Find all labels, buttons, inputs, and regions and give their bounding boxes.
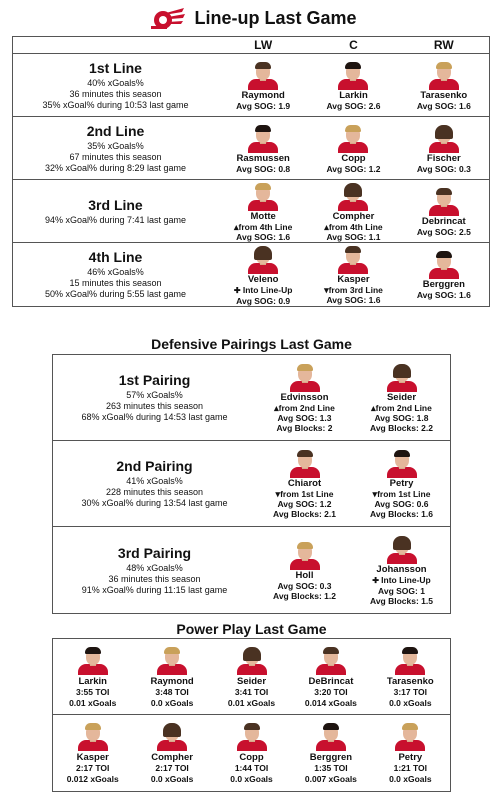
player-headshot-icon [78, 645, 108, 675]
player-card [399, 54, 489, 116]
player-headshot-icon [248, 181, 278, 211]
player-name: Tarasenko [386, 675, 434, 687]
player-name: Copp [341, 152, 366, 164]
player-toi: 1:35 TOI [314, 763, 348, 773]
player-name: Petry [398, 752, 423, 763]
line-name: 3rd Line [88, 196, 143, 213]
player-sog: Avg SOG: 1.6 [326, 295, 381, 305]
player-card [218, 117, 308, 179]
player-headshot-icon [429, 249, 459, 279]
player-headshot-icon [248, 60, 278, 90]
pair-stat: 91% xGoal% during 11:15 last game [81, 584, 228, 595]
forward-lines-table [12, 36, 490, 307]
player-card [212, 715, 291, 791]
player-name: Compher [332, 210, 375, 222]
player-headshot-icon [338, 123, 368, 153]
line-info [13, 243, 218, 306]
pair-stat: 263 minutes this season [105, 401, 204, 411]
player-sog: Avg SOG: 2.5 [416, 226, 471, 237]
player-headshot-icon [316, 645, 346, 675]
player-name: Veleno [247, 273, 279, 285]
player-toi: 2:17 TOI [155, 763, 189, 773]
player-card [256, 355, 353, 440]
player-card [399, 243, 489, 306]
player-name: DeBrincat [308, 675, 354, 687]
player-blocks: Avg Blocks: 2.1 [273, 509, 336, 519]
player-sog: Avg SOG: 0.8 [236, 163, 291, 174]
line-stat: 15 minutes this season [69, 278, 162, 288]
player-name: Johansson [376, 564, 427, 575]
player-toi: 2:17 TOI [76, 763, 110, 773]
pair-stat: 57% xGoals% [126, 390, 183, 400]
player-headshot-icon [429, 60, 459, 90]
player-name: Larkin [339, 89, 368, 101]
player-name: Berggren [309, 752, 353, 763]
player-sog: Avg SOG: 1.1 [326, 231, 381, 242]
player-headshot-icon [387, 362, 417, 392]
line-change: ▾ from 3rd Line [324, 285, 383, 295]
player-xgoals: 0.012 xGoals [66, 774, 119, 784]
line-change: ▴ from 4th Line [234, 222, 292, 232]
pair-info [53, 355, 256, 440]
player-card [353, 527, 450, 613]
pair-stat: 68% xGoal% during 14:53 last game [81, 412, 228, 422]
player-card [218, 54, 308, 116]
player-sog: Avg SOG: 0.6 [374, 499, 429, 509]
player-headshot-icon [290, 448, 320, 478]
player-card [308, 180, 398, 242]
player-name: Berggren [422, 279, 465, 290]
player-name: Larkin [78, 675, 107, 687]
player-name: Raymond [241, 89, 285, 101]
player-headshot-icon [338, 244, 368, 274]
pair-stat: 228 minutes this season [105, 487, 204, 497]
player-card [308, 117, 398, 179]
player-name: Kasper [76, 752, 109, 763]
player-sog: Avg SOG: 1.2 [277, 499, 332, 509]
player-headshot-icon [395, 645, 425, 675]
player-name: Holl [295, 569, 314, 581]
player-name: Rasmussen [236, 152, 290, 164]
defense-title: Defensive Pairings Last Game [151, 336, 352, 352]
player-toi: 3:55 TOI [76, 686, 110, 697]
line-info [13, 54, 218, 116]
player-card [212, 639, 291, 714]
defense-pair-row [53, 441, 450, 527]
player-headshot-icon [290, 540, 320, 570]
player-blocks: Avg Blocks: 2 [276, 423, 333, 433]
player-name: Petry [389, 478, 414, 489]
player-xgoals: 0.0 xGoals [230, 774, 273, 784]
line-stat: 67 minutes this season [69, 151, 162, 162]
line-change: ▴ from 2nd Line [371, 403, 432, 413]
player-name: Edvinsson [280, 392, 329, 403]
player-card [399, 117, 489, 179]
pair-stat: 36 minutes this season [108, 573, 201, 584]
line-info [13, 180, 218, 242]
pair-info [53, 441, 256, 526]
forward-line-row [13, 180, 489, 243]
player-headshot-icon [395, 721, 425, 751]
player-headshot-icon [78, 721, 108, 751]
line-change: ✚ Into Line-Up [372, 575, 431, 586]
line-stat: 32% xGoal% during 8:29 last game [44, 162, 187, 173]
player-card [291, 639, 370, 714]
player-sog: Avg SOG: 1.8 [374, 413, 429, 423]
col-rw: RW [433, 38, 454, 52]
red-wings-logo-icon [146, 5, 186, 31]
line-stat: 94% xGoal% during 7:41 last game [44, 214, 187, 225]
player-card [132, 715, 211, 791]
player-name: Compher [151, 752, 193, 763]
player-card [353, 441, 450, 526]
player-sog: Avg SOG: 0.3 [277, 580, 332, 591]
player-headshot-icon [237, 645, 267, 675]
player-card [256, 441, 353, 526]
line-change: ▾ from 1st Line [276, 489, 334, 499]
pair-stat: 30% xGoal% during 13:54 last game [81, 498, 228, 508]
player-card [218, 180, 308, 242]
player-toi: 3:17 TOI [393, 686, 428, 697]
player-toi: 3:41 TOI [234, 686, 269, 697]
line-stat: 35% xGoal% during 10:53 last game [42, 99, 189, 110]
player-headshot-icon [157, 645, 187, 675]
player-xgoals: 0.0 xGoals [150, 774, 194, 784]
pair-name: 2nd Pairing [116, 458, 193, 474]
line-name: 1st Line [89, 59, 142, 76]
player-card [53, 639, 132, 714]
player-name: Tarasenko [420, 89, 468, 101]
pair-stat: 48% xGoals% [126, 562, 183, 573]
player-sog: Avg SOG: 1.6 [416, 100, 471, 111]
player-xgoals: 0.0 xGoals [150, 697, 194, 708]
player-headshot-icon [338, 181, 368, 211]
player-sog: Avg SOG: 1.2 [326, 163, 381, 174]
player-xgoals: 0.014 xGoals [304, 697, 357, 708]
power-play-title: Power Play Last Game [176, 621, 327, 637]
player-name: Chiarot [287, 478, 322, 489]
power-play-row [53, 639, 450, 715]
player-blocks: Avg Blocks: 1.2 [273, 590, 336, 601]
player-name: Seider [236, 675, 267, 687]
player-toi: 1:21 TOI [393, 763, 428, 773]
player-headshot-icon [338, 60, 368, 90]
player-card [371, 639, 450, 714]
power-play-row [53, 715, 450, 791]
player-sog: Avg SOG: 1.6 [416, 290, 471, 300]
player-headshot-icon [157, 721, 187, 751]
player-card [308, 243, 398, 306]
player-headshot-icon [387, 534, 417, 564]
power-play-table [52, 638, 451, 792]
player-sog: Avg SOG: 1.6 [236, 231, 291, 242]
player-name: Copp [239, 752, 264, 763]
player-xgoals: 0.007 xGoals [304, 774, 357, 784]
player-name: Motte [250, 210, 276, 222]
pair-info [53, 527, 256, 613]
player-xgoals: 0.01 xGoals [69, 697, 117, 708]
line-stat: 50% xGoal% during 5:55 last game [44, 289, 187, 299]
line-stat: 46% xGoals% [87, 267, 144, 277]
player-name: Kasper [337, 274, 370, 285]
line-name: 2nd Line [86, 122, 145, 139]
player-sog: Avg SOG: 1 [378, 586, 425, 596]
player-blocks: Avg Blocks: 1.6 [370, 509, 433, 519]
player-headshot-icon [290, 362, 320, 392]
line-change: ✚ Into Line-Up [234, 285, 293, 296]
line-change: ▴ from 2nd Line [274, 403, 335, 413]
pair-name: 3rd Pairing [117, 544, 192, 561]
forward-line-row [13, 54, 489, 117]
player-sog: Avg SOG: 1.3 [277, 413, 332, 423]
player-headshot-icon [387, 448, 417, 478]
player-card [399, 180, 489, 242]
player-xgoals: 0.0 xGoals [389, 774, 432, 784]
player-name: Raymond [150, 675, 194, 687]
player-name: Fischer [426, 152, 461, 164]
player-toi: 3:20 TOI [314, 686, 348, 697]
line-stat: 40% xGoals% [87, 77, 144, 88]
player-headshot-icon [429, 123, 459, 153]
forward-line-row [13, 243, 489, 306]
player-card [291, 715, 370, 791]
defense-pairings-table [52, 354, 451, 614]
forward-line-row [13, 117, 489, 180]
player-card [218, 243, 308, 306]
player-sog: Avg SOG: 2.6 [326, 100, 381, 111]
player-toi: 3:48 TOI [155, 686, 189, 697]
player-blocks: Avg Blocks: 1.5 [370, 596, 433, 606]
pair-stat: 41% xGoals% [126, 476, 183, 486]
player-headshot-icon [237, 721, 267, 751]
page-title: Line-up Last Game [194, 7, 357, 28]
player-toi: 1:44 TOI [234, 763, 269, 773]
player-headshot-icon [248, 244, 278, 274]
player-card [256, 527, 353, 613]
player-sog: Avg SOG: 0.3 [416, 163, 471, 174]
player-card [353, 355, 450, 440]
player-xgoals: 0.01 xGoals [227, 697, 276, 708]
line-change: ▾ from 1st Line [373, 489, 431, 499]
pair-name: 1st Pairing [118, 372, 191, 388]
header [0, 4, 503, 32]
line-stat: 36 minutes this season [69, 88, 162, 99]
defense-pair-row [53, 355, 450, 441]
player-card [371, 715, 450, 791]
player-sog: Avg SOG: 0.9 [236, 295, 291, 306]
col-c: C [349, 38, 358, 52]
line-name: 4th Line [88, 249, 143, 265]
player-headshot-icon [429, 186, 459, 216]
player-name: Debrincat [421, 215, 466, 227]
player-card [132, 639, 211, 714]
line-change: ▴ from 4th Line [324, 222, 382, 232]
player-sog: Avg SOG: 1.9 [236, 100, 291, 111]
player-xgoals: 0.0 xGoals [389, 697, 432, 708]
line-info [13, 117, 218, 179]
player-card [53, 715, 132, 791]
defense-pair-row [53, 527, 450, 613]
forward-header [13, 37, 489, 54]
player-headshot-icon [248, 123, 278, 153]
col-lw: LW [254, 38, 273, 52]
line-stat: 35% xGoals% [87, 140, 144, 151]
player-blocks: Avg Blocks: 2.2 [370, 423, 433, 433]
player-name: Seider [386, 392, 417, 403]
player-headshot-icon [316, 721, 346, 751]
player-card [308, 54, 398, 116]
